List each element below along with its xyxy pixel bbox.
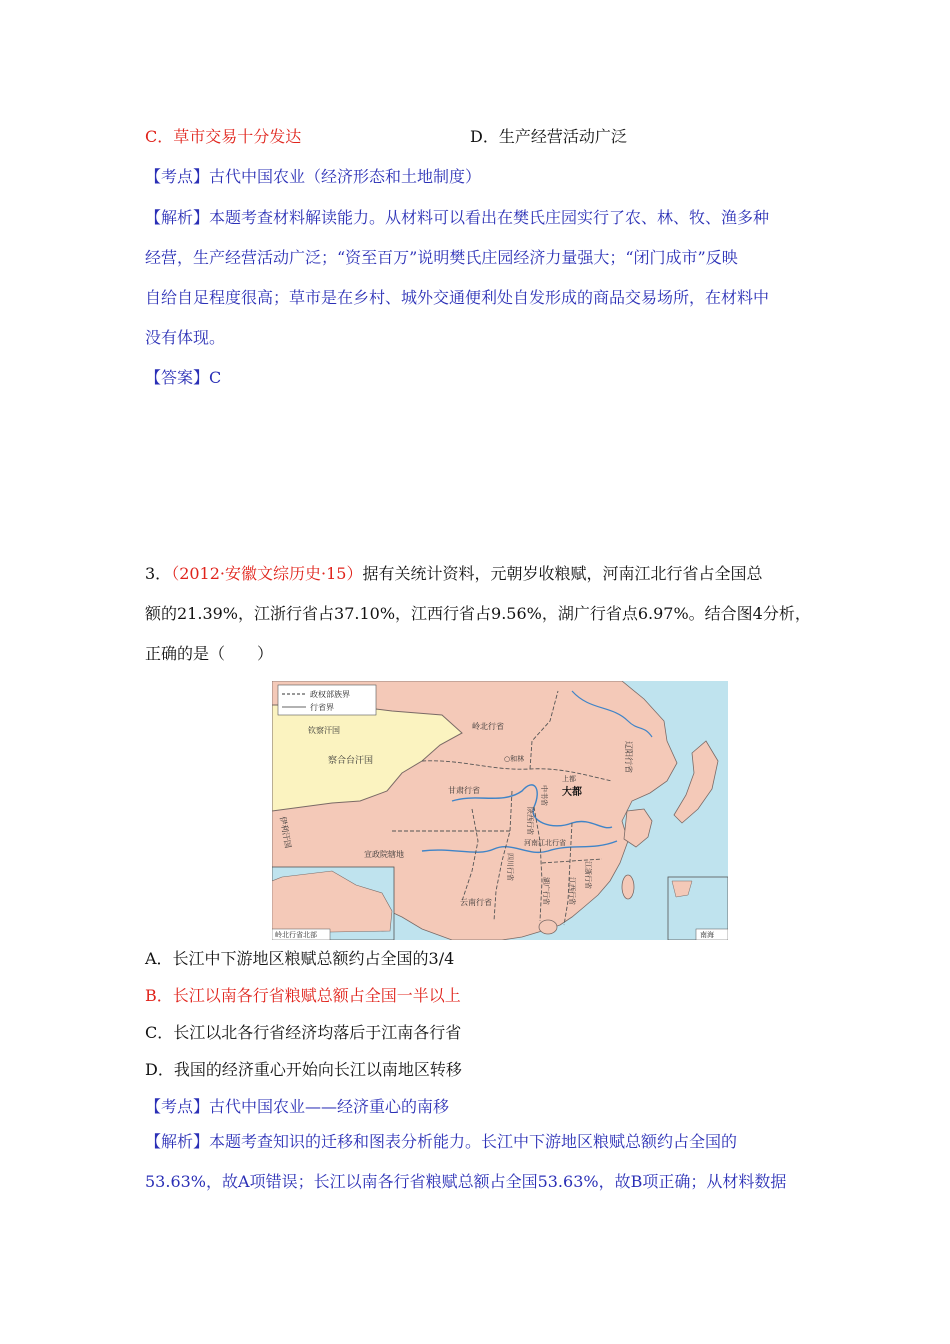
map-legend-1: 政权部族界 <box>310 690 350 699</box>
prev-answer-text: C <box>209 368 222 387</box>
q3-option-c: C．长江以北各行省经济均落后于江南各行省 <box>145 1023 462 1042</box>
prev-answer <box>145 367 221 389</box>
prev-kaodian <box>145 166 481 188</box>
map-nanhai-label: 南海 <box>700 931 714 939</box>
prev-jiexi-tag: 【解析】 <box>145 208 210 227</box>
prev-jiexi-line-2: 经营，生产经营活动广泛；“资至百万”说明樊氏庄园经济力量强大；“闭门成市”反映 <box>145 248 738 267</box>
q3-option-a: A．长江中下游地区粮赋总额约占全国的3/4 <box>145 949 455 968</box>
map-label-lingbei: 岭北行省 <box>472 722 504 731</box>
map-label-jiangzhe: 江浙行省 <box>584 861 592 889</box>
prev-kaodian-tag: 【考点】 <box>145 167 210 186</box>
q3-option-d: D．我国的经济重心开始向长江以南地区转移 <box>145 1060 462 1079</box>
map-label-qincha: 钦察汗国 <box>308 726 340 735</box>
q3-kaodian <box>145 1096 449 1118</box>
q3-stem-line-3: 正确的是（ ） <box>145 644 274 663</box>
map-label-zhongshu: 中书省 <box>540 785 548 806</box>
map-inset-lingbei-north <box>272 867 394 940</box>
map-label-dadu: 大都 <box>562 787 582 798</box>
map-label-xuanzheng: 宣政院辖地 <box>364 850 404 859</box>
q3-number: 3． <box>145 564 172 583</box>
prev-jiexi-line-1 <box>145 207 769 229</box>
map-legend-2: 行省界 <box>310 703 334 712</box>
map-label-yili: 伊利汗国 <box>278 815 293 849</box>
q3-jiexi-line-1 <box>145 1131 737 1153</box>
map-label-chagatai: 察合台汗国 <box>328 756 374 766</box>
prev-option-c: C．草市交易十分发达 <box>145 127 302 146</box>
q3-jiexi-text-1: 本题考查知识的迁移和图表分析能力。长江中下游地区粮赋总额约占全国的 <box>209 1132 738 1151</box>
prev-jiexi-text-1: 本题考查材料解读能力。从材料可以看出在樊氏庄园实行了农、林、牧、渔多种 <box>209 208 770 227</box>
prev-answer-tag: 【答案】 <box>145 368 210 387</box>
map-label-shaanxi: 陕西行省 <box>526 807 534 835</box>
map-label-yunnan: 云南行省 <box>460 898 492 907</box>
q3-jiexi-line-2: 53.63%，故A项错误；长江以南各行省粮赋总额占全国53.63%，故B项正确；从材料数据 <box>145 1172 787 1191</box>
map-hainan <box>539 920 557 934</box>
q3-jiexi-tag: 【解析】 <box>145 1132 210 1151</box>
map-legend <box>278 685 376 715</box>
map-label-helin: ○和林 <box>504 755 525 763</box>
prev-options-row <box>145 126 627 148</box>
prev-kaodian-text: 古代中国农业（经济形态和土地制度） <box>209 167 482 186</box>
q3-option-b: B．长江以南各行省粮赋总额占全国一半以上 <box>145 986 461 1005</box>
q3-stem-text-1: 据有关统计资料，元朝岁收粮赋，河南江北行省占全国总 <box>362 564 763 583</box>
prev-jiexi-line-3: 自给自足程度很高；草市是在乡村、城外交通便利处自发形成的商品交易场所，在材料中 <box>145 288 770 307</box>
map-label-shangdu: 上都 <box>562 775 576 783</box>
q3-stem-line-1 <box>145 563 762 585</box>
prev-jiexi-line-4: 没有体现。 <box>145 328 226 347</box>
map-label-huguang: 湖广行省 <box>542 877 550 905</box>
q3-source: （2012·安徽文综历史·15） <box>171 564 363 583</box>
map-inset-nanhai <box>668 877 728 940</box>
map-label-sichuan: 四川行省 <box>506 853 514 881</box>
map-label-henan: 河南江北行省 <box>524 839 566 847</box>
map-inset-label: 岭北行省北部 <box>275 931 317 939</box>
q3-kaodian-text: 古代中国农业——经济重心的南移 <box>209 1097 450 1116</box>
yuan-dynasty-map <box>272 681 728 940</box>
q3-kaodian-tag: 【考点】 <box>145 1097 210 1116</box>
map-label-jiangxi: 江西行省 <box>568 877 576 905</box>
q3-stem-line-2: 额的21.39%，江浙行省占37.10%，江西行省占9.56%，湖广行省点6.97%。结合图4分析， <box>145 604 811 623</box>
map-label-gansu: 甘肃行省 <box>448 786 480 795</box>
map-taiwan <box>622 875 634 899</box>
prev-option-d: D．生产经营活动广泛 <box>470 127 627 146</box>
map-label-liaoyang: 辽阳行省 <box>624 741 633 773</box>
